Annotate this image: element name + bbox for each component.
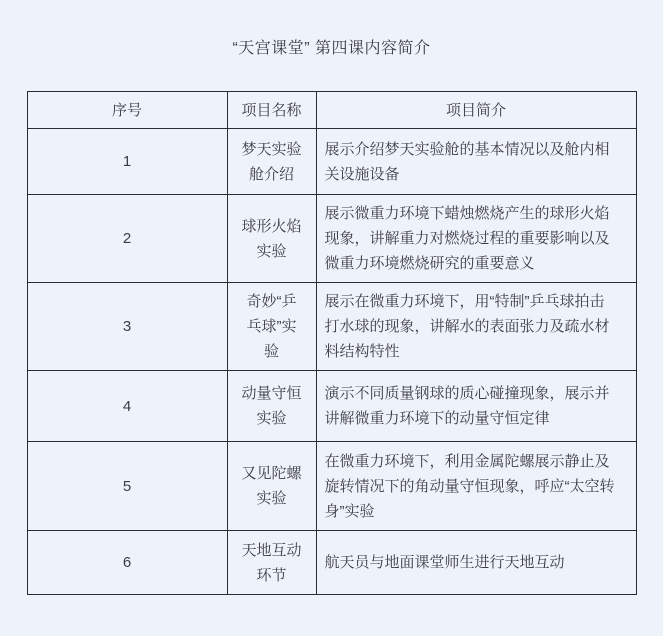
header-project-intro: 项目简介 (316, 92, 636, 129)
row-number-cell: 1 (27, 129, 227, 195)
project-name-cell: 球形火焰实验 (227, 195, 316, 283)
project-desc-cell: 演示不同质量钢球的质心碰撞现象，展示并讲解微重力环境下的动量守恒定律 (316, 371, 636, 442)
project-desc-cell: 在微重力环境下，利用金属陀螺展示静止及旋转情况下的角动量守恒现象，呼应“太空转身”实验 (316, 442, 636, 531)
table-row (27, 283, 636, 371)
table-row (27, 442, 636, 531)
project-name-cell: 奇妙“乒乓球”实验 (227, 283, 316, 371)
project-name-cell: 又见陀螺实验 (227, 442, 316, 531)
project-desc-cell: 航天员与地面课堂师生进行天地互动 (316, 531, 636, 595)
row-number-cell: 5 (27, 442, 227, 531)
project-desc-cell: 展示微重力环境下蜡烛燃烧产生的球形火焰现象，讲解重力对燃烧过程的重要影响以及微重力环境燃烧研究的重要意义 (316, 195, 636, 283)
header-project-name: 项目名称 (227, 92, 316, 129)
row-number-cell: 2 (27, 195, 227, 283)
project-name-cell: 天地互动环节 (227, 531, 316, 595)
row-number-cell: 6 (27, 531, 227, 595)
content-table (27, 91, 637, 595)
table-row (27, 129, 636, 195)
header-serial-number: 序号 (27, 92, 227, 129)
table-row (27, 195, 636, 283)
row-number-cell: 4 (27, 371, 227, 442)
project-desc-cell: 展示在微重力环境下，用“特制”乒乓球拍击打水球的现象，讲解水的表面张力及疏水材料结构特性 (316, 283, 636, 371)
project-desc-cell: 展示介绍梦天实验舱的基本情况以及舱内相关设施设备 (316, 129, 636, 195)
row-number-cell: 3 (27, 283, 227, 371)
project-name-cell: 动量守恒实验 (227, 371, 316, 442)
page-title: “天宫课堂” 第四课内容简介 (232, 40, 431, 57)
project-name-cell: 梦天实验舱介绍 (227, 129, 316, 195)
table-header-row (27, 92, 636, 129)
table-row (27, 371, 636, 442)
table-row (27, 531, 636, 595)
